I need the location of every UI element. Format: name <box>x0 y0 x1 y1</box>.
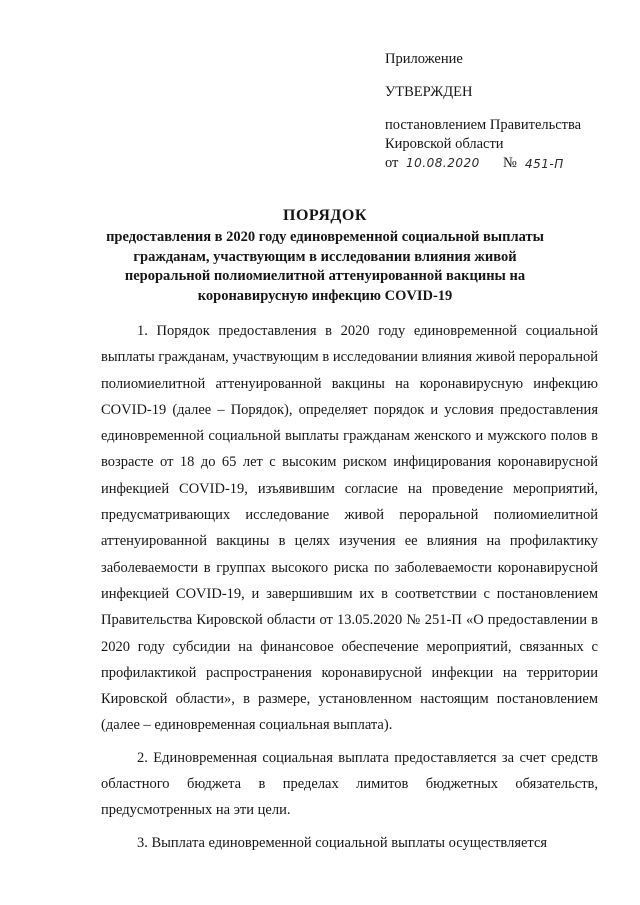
paragraph-2: 2. Единовременная социальная выплата предоставляется за счет средств областного бюджета в пределах лимитов бюджетных обязательств, предусмотренных на эти цели. <box>101 749 598 819</box>
document-title: ПОРЯДОК <box>283 207 367 224</box>
number-label: № <box>503 155 517 171</box>
decree-line-2: Кировской области <box>385 136 504 152</box>
document-body <box>101 318 598 862</box>
paragraph-3: 3. Выплата единовременной социальной выплаты осуществляется <box>137 834 548 851</box>
handwritten-date: 10.08.2020 <box>406 156 480 170</box>
approval-block <box>385 50 625 173</box>
decree-line-1: постановлением Правительства <box>385 117 582 133</box>
paragraph-1: 1. Порядок предоставления в 2020 году единовременной социальной выплаты гражданам, участвующим в исследовании влияния живой пероральной полиомиелитной аттенуированной вакцины на коронавирусную инфекцию COVID-19 (далее – Порядок), определяет порядок и условия предоставления единовременной социальной выплаты гражданам женского и мужского полов в возрасте от 18 до 65 лет с высоким риском инфицирования коронавирусной инфекцией COVID-19, изъявившим согласие на проведение мероприятий, предусматривающих исследование живой пероральной полиомиелитной аттенуированной вакцины в целях изучения ее влияния на профилактику заболеваемости в группах высокого риска по заболеваемости коронавирусной инфекцией COVID-19, и завершившим их в соответствии с постановлением Правительства Кировской области от 13.05.2020 № 251-П «О предоставлении в 2020 году субсидии на финансовое обеспечение мероприятий, связанных с профилактикой распространения коронавирусной инфекции на территории Кировской области», в размере, установленном настоящим постановлением (далее – единовременная социальная выплата). <box>101 323 598 734</box>
document-title-block <box>100 206 550 306</box>
approved-label: УТВЕРЖДЕН <box>385 84 473 100</box>
date-prefix: от <box>385 155 399 171</box>
decree-date-row <box>385 154 625 173</box>
handwritten-number: 451-П <box>525 157 564 171</box>
appendix-label: Приложение <box>385 51 463 67</box>
document-subtitle: предоставления в 2020 году единовременной социальной выплаты гражданам, участвующим в исследовании влияния живой пероральной полиомиелитной аттенуированной вакцины на коронавирусную инфекцию COVID-19 <box>106 229 544 304</box>
